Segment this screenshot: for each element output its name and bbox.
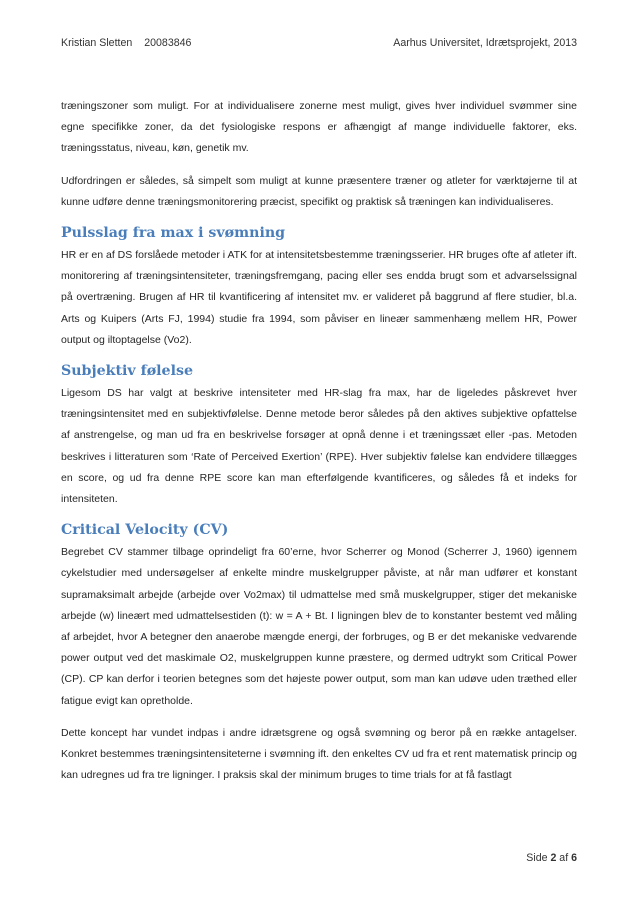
student-id: 20083846 <box>144 37 192 49</box>
section-heading-pulsslag: Pulsslag fra max i svømning <box>61 225 286 242</box>
intro-paragraph-2: Udfordringen er således, så simpelt som muligt at kunne præsentere træner og atleter for værktøjerne til at kunne udføre denne træningsmonitorering præcist, specifikt og praktisk så træningen kan individualiseres. <box>61 174 577 208</box>
author-name: Kristian Sletten <box>61 37 133 49</box>
section-paragraph-subjektiv: Ligesom DS har valgt at beskrive intensiteter med HR-slag fra max, har de ligeledes påskrevet hver træningsintensitet med en subjektivfølelse. Denne metode beror således på den aktives subjektive opfattelse af anstrengelse, og man ud fra en beskrivelse forsøger at opnå denne i et træningssæt eller -pas. Metoden beskrives i litteraturen som ‘Rate of Perceived Exertion’ (RPE). Hver subjektiv følelse kan endvidere tillægges en score, og ud fra denne RPE score kan man efterfølgende kvantificeres, og således få et indeks for intensiteten. <box>61 387 577 506</box>
intro-paragraph-1: træningszoner som muligt. For at individualisere zonerne mest muligt, gives hver individuel svømmer sine egne specifikke zoner, da det fysiologiske respons er afhængigt af mange individuelle faktorer, eks. træningsstatus, niveau, køn, genetik mv. <box>61 100 577 155</box>
section-paragraph-pulsslag: HR er en af DS forslåede metoder i ATK for at intensitetsbestemme træningsserier. HR bruges ofte af atleter ift. monitorering af træningsintensiteter, træningsfremgang, pacing eller ses endda brugt som et advarselssignal på overtræning. Brugen af HR til kvantificering af intensitet mv. er valideret på baggrund af flere studier, bl.a. Arts og Kuipers (Arts FJ, 1994) studie fra 1994, som påviser en lineær sammenhæng mellem HR, Power output og iltoptagelse (Vo2). <box>61 249 577 346</box>
page-label: Side <box>526 852 548 864</box>
page-number <box>526 852 577 864</box>
document-body <box>61 96 577 786</box>
course-info: Aarhus Universitet, Idrætsprojekt, 2013 <box>393 37 577 49</box>
section-heading-subjektiv: Subjektiv følelse <box>61 363 193 380</box>
section-heading-critical-velocity: Critical Velocity (CV) <box>61 522 229 539</box>
section-paragraph-cv-2: Dette koncept har vundet indpas i andre idrætsgrene og også svømning og beror på en række antagelser. Konkret bestemmes træningsintensiteterne i svømning ift. den enkeltes CV ud fra et rent matematisk princip og kan udregnes ud fra tre ligninger. I praksis skal der minimum bruges to time trials for at få fastlagt <box>61 726 577 782</box>
page-total: 6 <box>571 852 577 864</box>
page-header <box>61 37 577 53</box>
header-left <box>61 37 191 49</box>
section-paragraph-cv-1: Begrebet CV stammer tilbage oprindeligt fra 60’erne, hvor Scherrer og Monod (Scherrer J, 1960) igennem cykelstudier med undersøgelser af enkelte mindre muskelgrupper påviste, at når man udfører et konstant supramaksimalt arbejde (arbejde over Vo2max) til udmattelse med små muskelgrupper, stiger det mekaniske arbejde (w) lineært med udmattelsestiden (t): w = A + Bt. I ligningen blev de to konstanter bestemt ved måling af arbejdet, hvor A betegner den anaerobe mængde energi, der forbruges, og B er det mekaniske vedvarende power output ved det maskimale O2, muskelgruppen kunne præstere, og dermed udtrykt som Critical Power (CP). CP kan derfor i teorien betegnes som det højeste power output, som man kan udøve uden træthed eller fatigue evigt kan opretholde. <box>61 546 577 707</box>
page-current: 2 <box>550 852 557 864</box>
page-of: af <box>559 852 569 864</box>
